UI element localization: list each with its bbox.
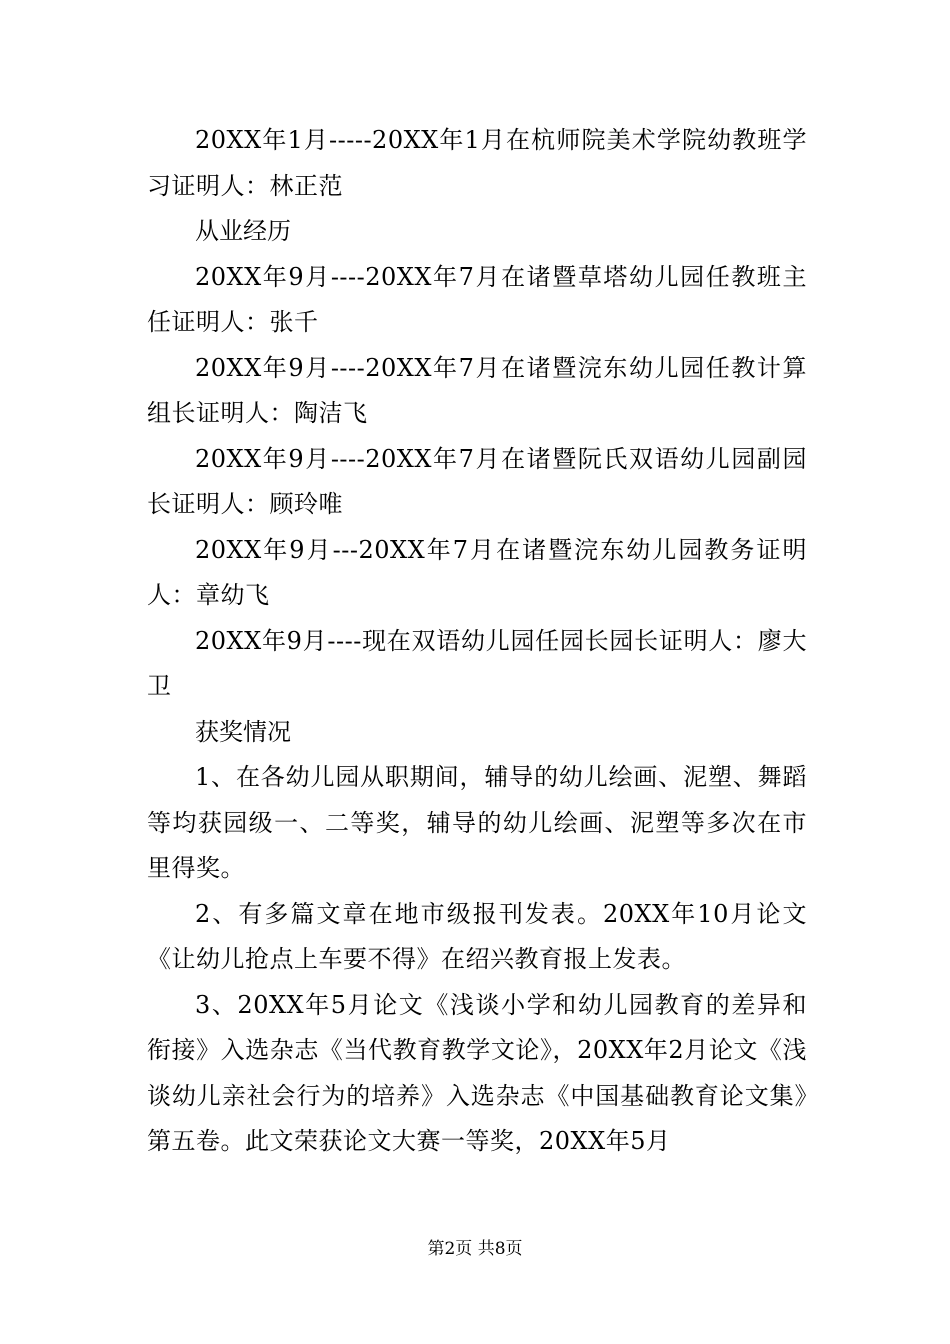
career-entry-3: 20XX年9月----20XX年7月在诸暨阮氏双语幼儿园副园长证明人：顾玲唯 — [147, 444, 807, 518]
award-entry-1: 1、在各幼儿园从职期间，辅导的幼儿绘画、泥塑、舞蹈等均获园级一、二等奖，辅导的幼儿绘画、泥塑等多次在市里得奖。 — [147, 763, 807, 882]
page-number-footer: 第2页 共8页 — [427, 1239, 523, 1259]
career-entry-4: 20XX年9月---20XX年7月在诸暨浣东幼儿园教务证明人：章幼飞 — [147, 535, 807, 609]
award-entry-3: 3、20XX年5月论文《浅谈小学和幼儿园教育的差异和衔接》入选杂志《当代教育教学文论》，20XX年2月论文《浅谈幼儿亲社会行为的培养》入选杂志《中国基础教育论文集》第五卷。此文荣获论文大赛一等奖，20XX年5月 — [147, 990, 807, 1155]
career-entry-5: 20XX年9月----现在双语幼儿园任园长园长证明人：廖大卫 — [147, 626, 807, 700]
education-entry-1: 20XX年1月-----20XX年1月在杭师院美术学院幼教班学习证明人：林正范 — [147, 126, 807, 200]
document-body — [147, 118, 807, 1165]
career-entry-1: 20XX年9月----20XX年7月在诸暨草塔幼儿园任教班主任证明人：张千 — [147, 262, 807, 336]
award-entry-2: 2、有多篇文章在地市级报刊发表。20XX年10月论文《让幼儿抢点上车要不得》在绍兴教育报上发表。 — [147, 899, 807, 973]
career-entry-2: 20XX年9月----20XX年7月在诸暨浣东幼儿园任教计算组长证明人：陶洁飞 — [147, 353, 807, 427]
section-heading-career: 从业经历 — [195, 217, 291, 245]
section-heading-awards: 获奖情况 — [195, 717, 291, 746]
